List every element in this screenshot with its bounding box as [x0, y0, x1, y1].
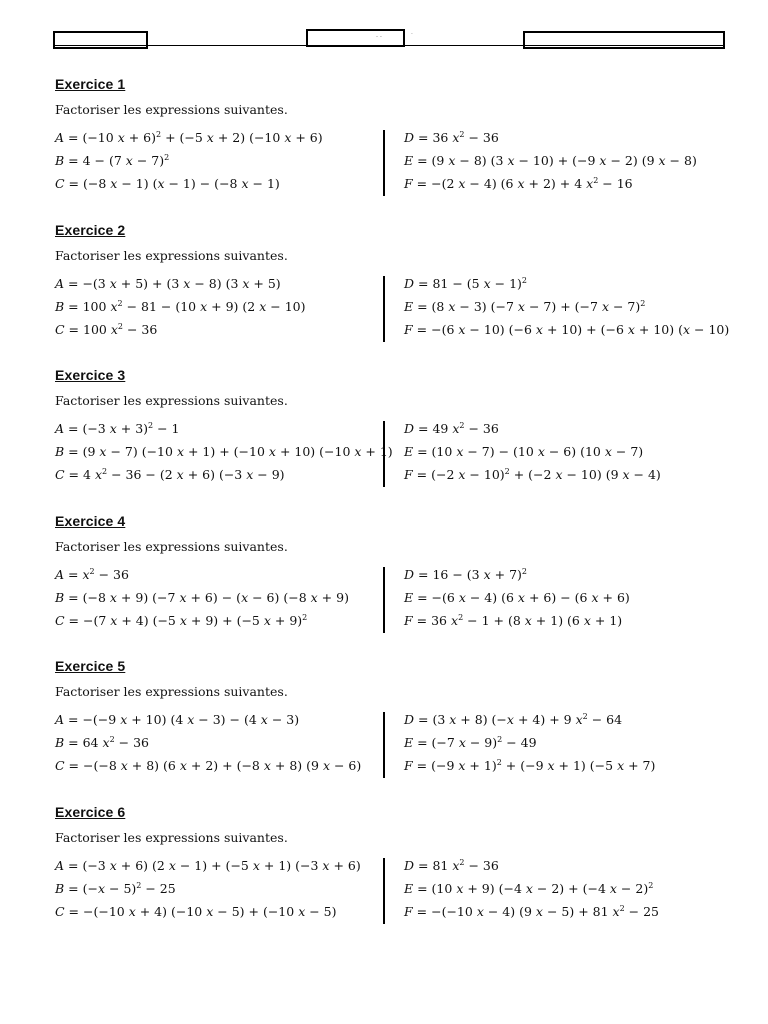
expression: A = (−3 x + 3)$^2$ − 1	[55, 421, 180, 436]
expression: D = (3 x + 8) (−x + 4) + 9 $x^2 - 64$	[404, 712, 623, 727]
expressions-left-column	[55, 710, 380, 779]
exercise-instruction: Factoriser les expressions suivantes.	[55, 684, 288, 699]
expression: E = (8 x − 3) (−7 x − 7) + (−7 x − 7)$^2$	[404, 299, 646, 314]
expression: E = (10 x − 7) − (10 x − 6) (10 x − 7)	[404, 444, 644, 459]
expression: C = 100 $x^2 - 36$	[55, 322, 158, 337]
expression: F = (−9 x + 1)$^2$ + (−9 x + 1) (−5 x + 7)	[404, 758, 656, 773]
exercise-title: Exercice 4	[55, 513, 126, 529]
expression: F = −(2 x − 4) (6 x + 2) + 4 $x^2 - 16$	[404, 176, 633, 191]
exercise-instruction: Factoriser les expressions suivantes.	[55, 248, 288, 263]
exercise-instruction: Factoriser les expressions suivantes.	[55, 539, 288, 554]
expression: C = −(7 x + 4) (−5 x + 9) + (−5 x + 9)$^2$	[55, 613, 308, 628]
expressions-left-column	[55, 856, 380, 925]
expression: E = −(6 x − 4) (6 x + 6) − (6 x + 6)	[404, 590, 630, 605]
expressions-right-column	[404, 565, 724, 634]
expressions-right-column	[404, 128, 724, 197]
expressions-left-column	[55, 128, 380, 197]
exercise-title: Exercice 5	[55, 658, 126, 674]
expression: A = −(−9 x + 10) (4 x − 3) − (4 x − 3)	[55, 712, 300, 727]
expression: E = (−7 x − 9)$^2$ − 49	[404, 735, 537, 750]
expressions-right-column	[404, 419, 724, 488]
column-divider	[383, 276, 385, 342]
exercise-title: Exercice 3	[55, 367, 126, 383]
header-mark: - -	[376, 33, 382, 40]
exercise-4	[55, 513, 725, 653]
header-dot: ·	[411, 31, 413, 38]
expression: B = 64 $x^2 - 36$	[55, 735, 149, 750]
expression: D = 36 $x^2 - 36$	[404, 130, 499, 145]
column-divider	[383, 712, 385, 778]
exercise-5	[55, 658, 725, 798]
exercise-instruction: Factoriser les expressions suivantes.	[55, 830, 288, 845]
expression: F = 36 $x^2 - 1 + (8$ x + 1) (6 x + 1)	[404, 613, 623, 628]
expressions-left-column	[55, 565, 380, 634]
exercise-title: Exercice 6	[55, 804, 126, 820]
expression: D = 49 $x^2 - 36$	[404, 421, 499, 436]
expressions-right-column	[404, 856, 724, 925]
expression: C = 4 $x^2 - 36 - (2$ x + 6) (−3 x − 9)	[55, 467, 285, 482]
expression: A = (−3 x + 6) (2 x − 1) + (−5 x + 1) (−3 x + 6)	[55, 858, 361, 873]
expression: D = 81 $x^2 - 36$	[404, 858, 499, 873]
expression: D = 81 − (5 x − 1)$^2$	[404, 276, 527, 291]
column-divider	[383, 421, 385, 487]
expression: F = −(6 x − 10) (−6 x + 10) + (−6 x + 10) (x − 10)	[404, 322, 730, 337]
expression: $A = x^2 - 36$	[55, 567, 129, 582]
exercise-title: Exercice 2	[55, 222, 126, 238]
expression: E = (10 x + 9) (−4 x − 2) + (−4 x − 2)$^2$	[404, 881, 654, 896]
expression: B = 4 − (7 x − 7)$^2$	[55, 153, 170, 168]
exercise-instruction: Factoriser les expressions suivantes.	[55, 102, 288, 117]
expressions-left-column	[55, 419, 393, 488]
expression: C = −(−8 x + 8) (6 x + 2) + (−8 x + 8) (9 x − 6)	[55, 758, 362, 773]
column-divider	[383, 130, 385, 196]
exercise-title: Exercice 1	[55, 76, 126, 92]
expression: $B = (-x - 5)^2 - 25$	[55, 881, 176, 896]
expressions-right-column	[404, 274, 730, 343]
expression: D = 16 − (3 x + 7)$^2$	[404, 567, 527, 582]
column-divider	[383, 567, 385, 633]
exercise-1	[55, 76, 725, 216]
exercise-6	[55, 804, 725, 944]
expression: C = −(−10 x + 4) (−10 x − 5) + (−10 x − 5)	[55, 904, 337, 919]
expression: F = (−2 x − 10)$^2$ + (−2 x − 10) (9 x − 4)	[404, 467, 661, 482]
exercise-instruction: Factoriser les expressions suivantes.	[55, 393, 288, 408]
expression: C = (−8 x − 1) (x − 1) − (−8 x − 1)	[55, 176, 280, 191]
expression: A = −(3 x + 5) + (3 x − 8) (3 x + 5)	[55, 276, 281, 291]
expression: F = −(−10 x − 4) (9 x − 5) + 81 $x^2 - 25$	[404, 904, 660, 919]
expression: B = (−8 x + 9) (−7 x + 6) − (x − 6) (−8 x + 9)	[55, 590, 349, 605]
expression: B = 100 $x^2 - 81 - (10$ x + 9) (2 x − 10)	[55, 299, 306, 314]
expression: E = (9 x − 8) (3 x − 10) + (−9 x − 2) (9 x − 8)	[404, 153, 697, 168]
expression: A = (−10 x + 6)$^2$ + (−5 x + 2) (−10 x + 6)	[55, 130, 323, 145]
exercise-2	[55, 222, 730, 362]
column-divider	[383, 858, 385, 924]
expressions-right-column	[404, 710, 724, 779]
expressions-left-column	[55, 274, 380, 343]
exercise-3	[55, 367, 725, 507]
expression: B = (9 x − 7) (−10 x + 1) + (−10 x + 10) (−10 x + 1)	[55, 444, 393, 459]
